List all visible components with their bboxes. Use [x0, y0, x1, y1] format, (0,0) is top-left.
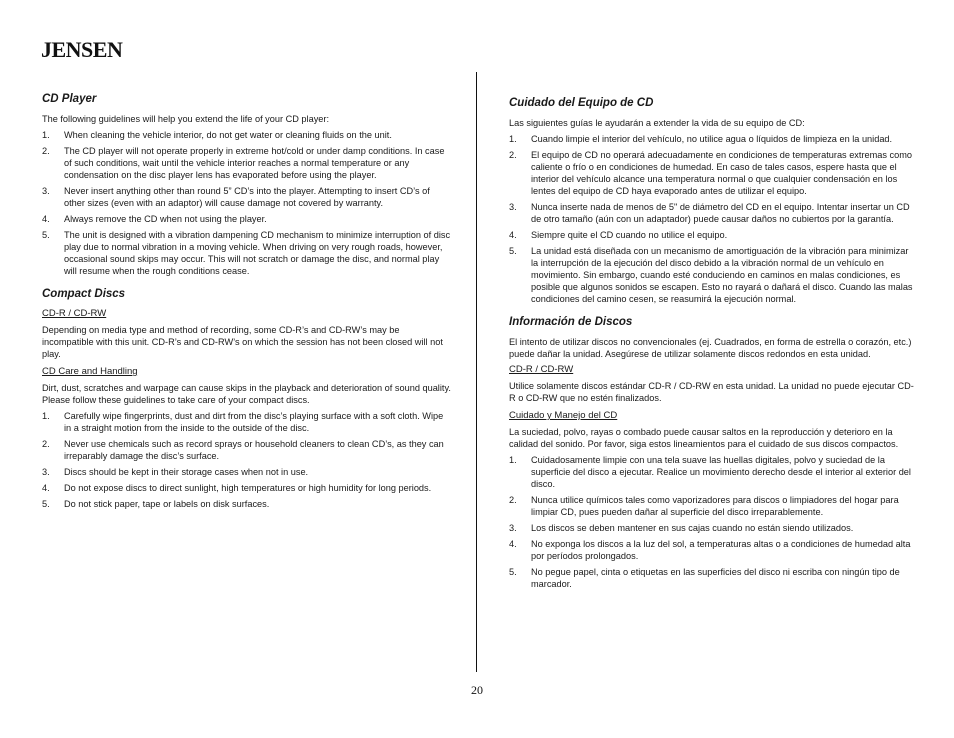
item-number: 3.: [42, 186, 50, 196]
list-item: [42, 145, 452, 181]
item-number: 4.: [509, 539, 517, 549]
list-item: [509, 538, 916, 562]
list-item: [509, 566, 916, 590]
item-number: 1.: [42, 130, 50, 140]
item-number: 2.: [509, 495, 517, 505]
list-item: [509, 149, 916, 197]
care-subheading: CD Care and Handling: [42, 366, 138, 377]
care-list-es: [509, 454, 916, 590]
list-item: [42, 410, 452, 434]
item-number: 2.: [42, 146, 50, 156]
item-number: 2.: [509, 150, 517, 160]
list-item: [42, 185, 452, 209]
compact-discs-heading: Compact Discs: [42, 288, 126, 300]
item-number: 4.: [42, 483, 50, 493]
item-text: Do not expose discs to direct sunlight, high temperatures or high humidity for long periods.: [64, 483, 432, 493]
list-item: [509, 201, 916, 225]
informacion-heading: Información de Discos: [509, 316, 633, 328]
item-text: Never use chemicals such as record sprays or household cleaners to clean CD’s, as they can irreparably damage the disc’s surface.: [64, 439, 444, 461]
item-number: 5.: [42, 230, 50, 240]
list-item: [509, 494, 916, 518]
item-text: No pegue papel, cinta o etiquetas en las superficies del disco ni escriba con ningún tipo de marcador.: [531, 567, 900, 589]
item-text: Do not stick paper, tape or labels on disk surfaces.: [64, 499, 270, 509]
item-text: The unit is designed with a vibration dampening CD mechanism to minimize interruption of disc play due to normal vibration in a moving vehicle. When driving on very rough roads, however, occasional sound skips may occur. This will not scratch or damage the disc, and normal play will resume when the rough conditions cease.: [64, 230, 451, 276]
item-number: 3.: [509, 202, 517, 212]
list-item: [42, 466, 452, 478]
cdr-text: Depending on media type and method of recording, some CD-R’s and CD-RW’s may be incompatible with this unit. CD-R’s and CD-RW’s on which the session has not been closed will not play.: [42, 325, 443, 359]
item-text: Never insert anything other than round 5” CD’s into the player. Attempting to insert CD’s of other sizes (even with an adaptor) will cause damage not covered by warranty.: [64, 186, 430, 208]
item-text: Discs should be kept in their storage cases when not in use.: [64, 467, 309, 477]
page-number: 20: [471, 683, 483, 697]
cuidado-heading: Cuidado del Equipo de CD: [509, 97, 654, 109]
item-number: 2.: [42, 439, 50, 449]
item-text: No exponga los discos a la luz del sol, a temperaturas altas o a condiciones de humedad alta por períodos prolongados.: [531, 539, 911, 561]
list-item: [509, 522, 916, 534]
column-divider: [476, 72, 477, 672]
item-text: La unidad está diseñada con un mecanismo de amortiguación de la vibración para minimizar la interrupción de la ejecución del disco debido a la vibración normal de un vehículo en movimiento. Sin embargo, cuando esté conduciendo en caminos en malas condiciones, es posible que algunos sonidos se escapen. Esto no rayará o dañará el disco. Cuando las malas condiciones del camino cesen, se reasumirá la ejecución normal.: [531, 246, 913, 304]
cuidado-intro: Las siguientes guías le ayudarán a extender la vida de su equipo de CD:: [509, 118, 805, 128]
english-column: [42, 92, 452, 516]
list-item: [42, 129, 452, 141]
item-text: Nunca inserte nada de menos de 5" de diámetro del CD en el equipo. Intentar insertar un CD de otro tamaño (aún con un adaptador) puede causar daños no cubiertos por la garantía.: [531, 202, 910, 224]
cd-player-list: [42, 129, 452, 277]
cuidado-list: [509, 133, 916, 305]
item-text: Nunca utilice químicos tales como vaporizadores para discos o limpiadores del hogar para limpiar CD, pues pueden dañar al superficie del disco irreparablemente.: [531, 495, 899, 517]
item-number: 3.: [509, 523, 517, 533]
list-item: [509, 454, 916, 490]
item-number: 3.: [42, 467, 50, 477]
item-number: 5.: [509, 246, 517, 256]
item-number: 1.: [509, 455, 517, 465]
item-text: Cuidadosamente limpie con una tela suave las huellas digitales, polvo y suciedad de la superficie del disco a ejecutar. Realice un movimiento derecho desde el interior al exterior del disco.: [531, 455, 911, 489]
list-item: [509, 133, 916, 145]
list-item: [42, 482, 452, 494]
care-list: [42, 410, 452, 510]
list-item: [509, 245, 916, 305]
item-text: Siempre quite el CD cuando no utilice el equipo.: [531, 230, 728, 240]
cdr-text-es: Utilice solamente discos estándar CD-R / CD-RW en esta unidad. La unidad no puede ejecutar CD-R o CD-RW que no estén finalizados.: [509, 381, 914, 403]
item-text: Los discos se deben mantener en sus cajas cuando no están siendo utilizados.: [531, 523, 854, 533]
list-item: [42, 213, 452, 225]
item-number: 1.: [42, 411, 50, 421]
item-text: El equipo de CD no operará adecuadamente en condiciones de temperaturas extremas como caliente o frío o en condiciones de humedad. En caso de tales casos, espere hasta que el interior del vehículo alcance una temperatura normal o que cualquier condensación en los lentes del equipo de CD haya evaporado antes de utilizar el equipo.: [531, 150, 912, 196]
item-number: 1.: [509, 134, 517, 144]
item-number: 5.: [42, 499, 50, 509]
item-number: 5.: [509, 567, 517, 577]
item-text: When cleaning the vehicle interior, do not get water or cleaning fluids on the unit.: [64, 130, 392, 140]
care-intro: Dirt, dust, scratches and warpage can cause skips in the playback and deterioration of sound quality. Please follow these guidelines to take care of your compact discs.: [42, 383, 451, 405]
item-number: 4.: [42, 214, 50, 224]
cdr-subheading-es: CD-R / CD-RW: [509, 364, 574, 375]
item-text: Cuando limpie el interior del vehículo, no utilice agua o líquidos de limpieza en la unidad.: [531, 134, 893, 144]
care-subheading-es: Cuidado y Manejo del CD: [509, 410, 618, 421]
cd-player-intro: The following guidelines will help you extend the life of your CD player:: [42, 114, 330, 124]
spanish-column: [509, 96, 916, 596]
item-text: Always remove the CD when not using the player.: [64, 214, 267, 224]
item-text: The CD player will not operate properly in extreme hot/cold or under damp conditions. In case of such conditions, wait until the vehicle interior reaches a normal temperature or any condensation on the disc player lens has evaporated before using the player.: [64, 146, 445, 180]
list-item: [42, 229, 452, 277]
item-text: Carefully wipe fingerprints, dust and dirt from the disc’s playing surface with a soft cloth. Wipe in a straight motion from the inside to the outside of the disc.: [64, 411, 444, 433]
informacion-intro: El intento de utilizar discos no convencionales (ej. Cuadrados, en forma de estrella o corazón, etc.) puede dañar la unidad. Asegúrese de utilizar solamente discos redondos en esta unidad.: [509, 337, 912, 359]
item-number: 4.: [509, 230, 517, 240]
cdr-subheading: CD-R / CD-RW: [42, 308, 107, 319]
cd-player-heading: CD Player: [42, 93, 97, 105]
list-item: [42, 498, 452, 510]
jensen-logo: JENSEN: [41, 37, 123, 62]
care-intro-es: La suciedad, polvo, rayas o combado puede causar saltos en la reproducción y deterioro en la calidad del sonido. Por favor, siga estos lineamientos para el cuidado de sus discos compactos.: [509, 427, 899, 449]
list-item: [42, 438, 452, 462]
list-item: [509, 229, 916, 241]
